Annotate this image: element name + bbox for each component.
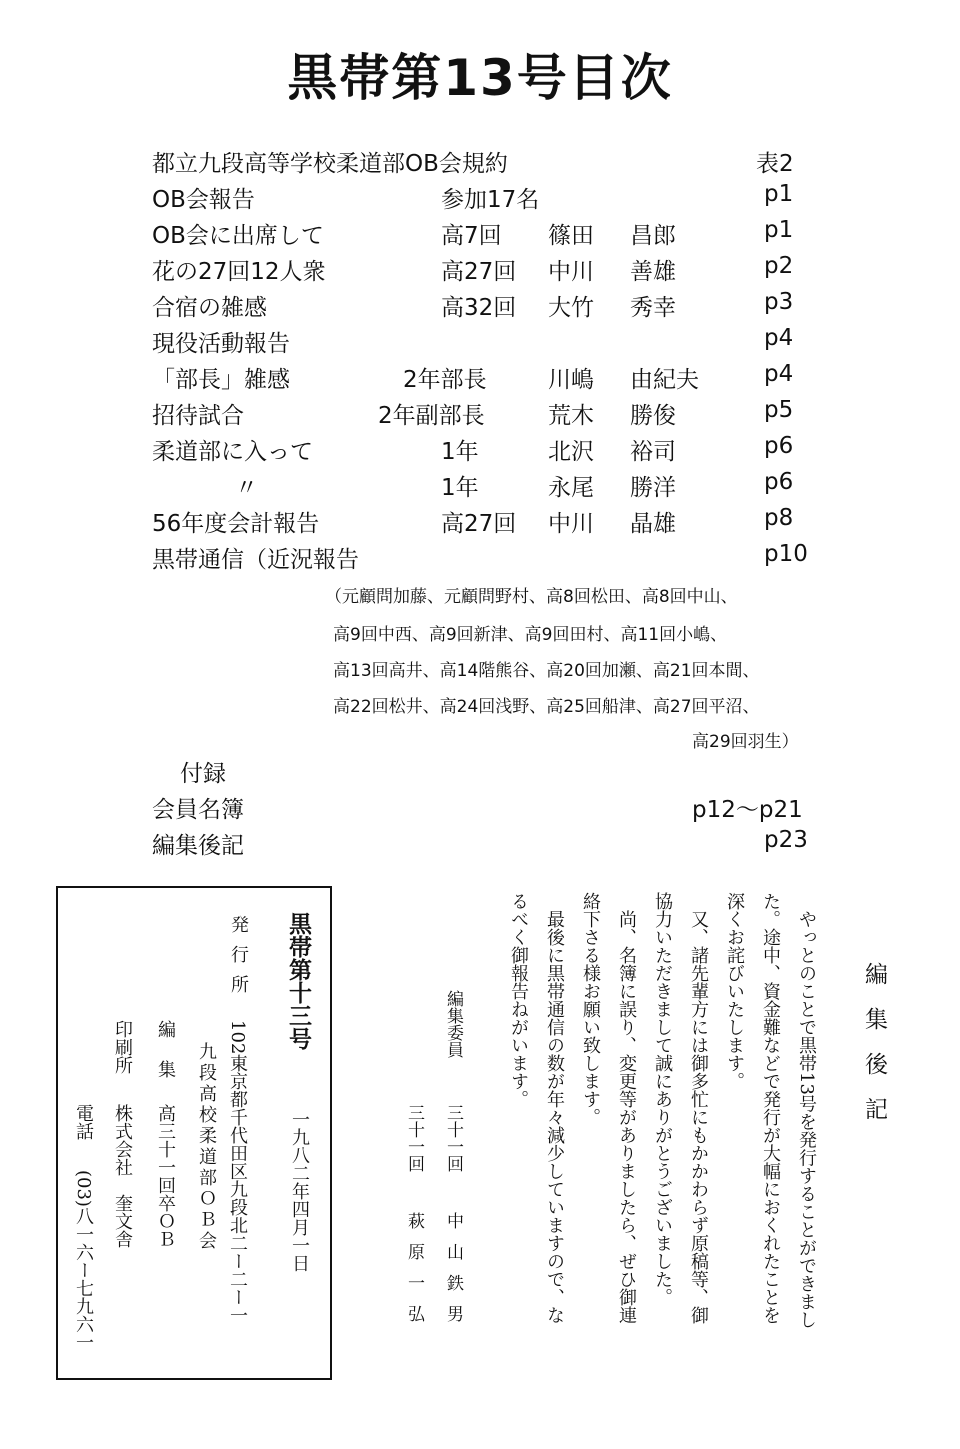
- toc-author-given: 昌郎: [630, 223, 676, 249]
- committee-class: 三十一回: [443, 1104, 463, 1172]
- toc-author-surname: 荒木: [548, 403, 594, 429]
- afterword-heading: 編集後記: [861, 962, 887, 1142]
- news-list-line: 高13回高井、高14階熊谷、高20回加瀬、高21回本間、: [333, 661, 760, 681]
- toc-title: 現役活動報告: [152, 331, 290, 357]
- toc-author-surname: 大竹: [548, 295, 594, 321]
- afterword-line: 協力いただきまして誠にありがとうございました。: [652, 892, 673, 1306]
- toc-author-surname: 川嶋: [548, 367, 594, 393]
- committee-name: 萩原一弘: [404, 1212, 424, 1336]
- toc-page: p4: [764, 325, 794, 351]
- appendix-page: p12〜p21: [692, 797, 803, 823]
- toc-title: 「部長」雑感: [152, 367, 290, 393]
- editor-name: 高三十一回卒ＯＢ: [155, 1104, 176, 1248]
- toc-page: p1: [764, 181, 794, 207]
- toc-title: 黒帯通信（近況報告: [152, 547, 359, 573]
- phone-label: 電話: [73, 1104, 94, 1140]
- toc-page: p1: [764, 217, 794, 243]
- toc-author-surname: 永尾: [548, 475, 594, 501]
- appendix-page: p23: [764, 827, 808, 853]
- toc-row: [0, 541, 960, 575]
- phone-number: (03)八一六ー七九六一: [73, 1170, 94, 1351]
- toc-affiliation: 高7回: [441, 223, 502, 249]
- toc-author-surname: 中川: [548, 259, 594, 285]
- toc-title: OB会報告: [152, 187, 255, 213]
- toc-page: p3: [764, 289, 794, 315]
- toc-affiliation: 2年副部長: [378, 403, 485, 429]
- toc-row: [0, 433, 960, 467]
- toc-affiliation: 2年部長: [403, 367, 487, 393]
- page-title: 黒帯第13号目次: [287, 49, 673, 107]
- afterword-line: 最後に黒帯通信の数が年々減少していますので、な: [544, 910, 565, 1324]
- afterword-line: た。途中、資金難などで発行が大幅におくれたことを: [760, 892, 781, 1324]
- toc-page: p8: [764, 505, 794, 531]
- colophon-title: 黒帯第十三号: [285, 912, 312, 1050]
- appendix-title: 編集後記: [152, 833, 244, 859]
- toc-row: [0, 505, 960, 539]
- toc-row: [0, 289, 960, 323]
- afterword-line: 絡下さる様お願い致します。: [580, 892, 601, 1126]
- toc-page: p2: [764, 253, 794, 279]
- toc-author-surname: 中川: [548, 511, 594, 537]
- printer-name: 株式会社 奎文舎: [112, 1104, 133, 1248]
- toc-author-surname: 篠田: [548, 223, 594, 249]
- toc-affiliation: 高27回: [441, 259, 517, 285]
- committee-class: 三十一回: [404, 1104, 424, 1172]
- toc-author-given: 勝洋: [630, 475, 676, 501]
- toc-author-given: 勝俊: [630, 403, 676, 429]
- toc-page: p6: [764, 469, 794, 495]
- toc-title: 招待試合: [152, 403, 244, 429]
- toc-title: 都立九段高等学校柔道部OB会規約: [152, 151, 508, 177]
- toc-note: 参加17名: [441, 187, 540, 213]
- afterword-line: 尚、名簿に誤り、変更等がありましたら、ぜひ御連: [616, 910, 637, 1324]
- toc-author-given: 晶雄: [630, 511, 676, 537]
- news-list-line: 高9回中西、高9回新津、高9回田村、高11回小嶋、: [333, 625, 728, 645]
- toc-row: [0, 181, 960, 215]
- committee-label: 編集委員: [443, 990, 463, 1058]
- toc-affiliation: 高27回: [441, 511, 517, 537]
- toc-page: p4: [764, 361, 794, 387]
- toc-author-surname: 北沢: [548, 439, 594, 465]
- toc-row: [0, 361, 960, 395]
- toc-page: p5: [764, 397, 794, 423]
- toc-title: OB会に出席して: [152, 223, 324, 249]
- toc-affiliation: 高32回: [441, 295, 517, 321]
- news-list-line: 高22回松井、高24回浅野、高25回船津、高27回平沼、: [333, 697, 760, 717]
- toc-title: 56年度会計報告: [152, 511, 320, 537]
- toc-affiliation: 1年: [441, 439, 479, 465]
- appendix-row: [0, 791, 960, 825]
- news-list-line: （元顧問加藤、元顧問野村、高8回松田、高8回中山、: [325, 587, 738, 607]
- toc-page: 表2: [756, 151, 794, 177]
- toc-title: 柔道部に入って: [152, 439, 313, 465]
- publisher-name: 九段高校柔道部ＯＢ会: [196, 1042, 217, 1252]
- toc-affiliation: 1年: [441, 475, 479, 501]
- toc-author-given: 秀幸: [630, 295, 676, 321]
- news-list-line: 高29回羽生）: [692, 732, 799, 752]
- toc-row: [0, 397, 960, 431]
- toc-author-given: 由紀夫: [630, 367, 699, 393]
- toc-title: 花の27回12人衆: [152, 259, 326, 285]
- editor-label: 編集: [155, 1020, 176, 1100]
- toc-author-given: 善雄: [630, 259, 676, 285]
- toc-row: [0, 325, 960, 359]
- printer-label: 印刷所: [112, 1020, 133, 1074]
- afterword-line: るべく御報告ねがいます。: [508, 892, 529, 1108]
- committee-name: 中山鉄男: [443, 1212, 463, 1336]
- toc-row: [0, 469, 960, 503]
- afterword-line: やっとのことで黒帯13号を発行することができまし: [796, 910, 817, 1329]
- colophon-date: 一九八二年四月一日: [289, 1110, 310, 1272]
- toc-row: [0, 145, 960, 179]
- toc-row: [0, 217, 960, 251]
- appendix-row: [0, 827, 960, 861]
- publisher-address: 102東京都千代田区九段北二ー二ー一: [227, 1020, 248, 1325]
- toc-ditto-mark: 〃: [235, 475, 258, 501]
- toc-row: [0, 253, 960, 287]
- appendix-label: 付録: [180, 761, 226, 787]
- afterword-line: 深くお詫びいたします。: [724, 892, 745, 1090]
- appendix-title: 会員名簿: [152, 797, 244, 823]
- toc-page: p10: [764, 541, 808, 567]
- toc-page: p6: [764, 433, 794, 459]
- toc-title: 合宿の雑感: [152, 295, 267, 321]
- toc-author-given: 裕司: [630, 439, 676, 465]
- afterword-line: 又、諸先輩方には御多忙にもかかわらず原稿等、御: [688, 910, 709, 1324]
- publisher-label: 発行所: [228, 915, 249, 1005]
